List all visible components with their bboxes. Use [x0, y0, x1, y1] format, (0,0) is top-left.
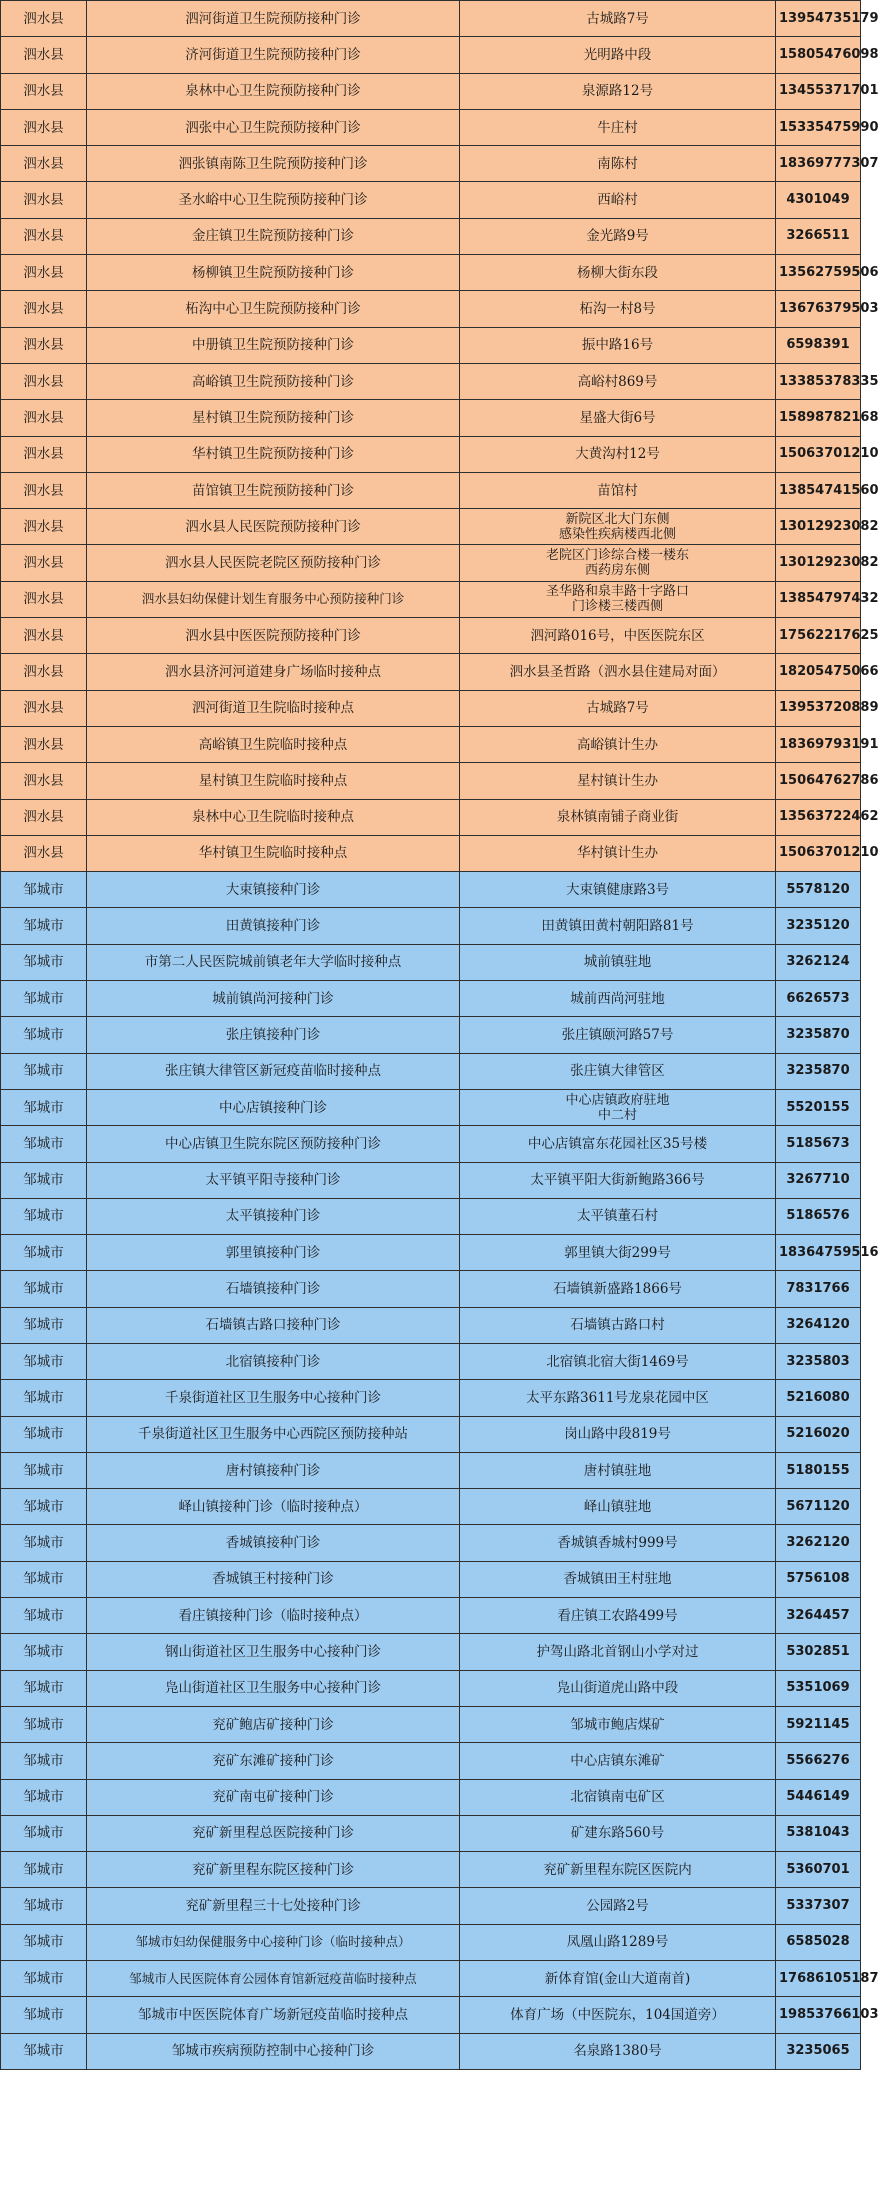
- address-cell: 泗河路016号，中医医院东区: [460, 618, 776, 654]
- address-cell: 唐村镇驻地: [460, 1452, 776, 1488]
- table-row: [1, 1489, 861, 1525]
- table-row: [1, 799, 861, 835]
- table-row: [1, 981, 861, 1017]
- site-name-cell: 泗水县人民医院预防接种门诊: [87, 509, 460, 545]
- table-row: [1, 2033, 861, 2069]
- phone-cell: 3235120: [776, 908, 861, 944]
- address-cell: 张庄镇颐河路57号: [460, 1017, 776, 1053]
- site-name-cell: 泉林中心卫生院预防接种门诊: [87, 73, 460, 109]
- table-row: [1, 1815, 861, 1851]
- phone-cell: 15805476098: [776, 37, 861, 73]
- table-row: [1, 1198, 861, 1234]
- table-row: [1, 944, 861, 980]
- site-name-cell: 兖矿南屯矿接种门诊: [87, 1779, 460, 1815]
- address-cell: 南陈村: [460, 146, 776, 182]
- site-name-cell: 中心店镇卫生院东院区预防接种门诊: [87, 1126, 460, 1162]
- county-cell: 邹城市: [1, 1271, 87, 1307]
- address-cell: 牛庄村: [460, 109, 776, 145]
- table-row: [1, 1924, 861, 1960]
- table-body: [1, 1, 879, 2070]
- address-cell: 光明路中段: [460, 37, 776, 73]
- phone-cell: 13012923082: [776, 509, 861, 545]
- address-cell: 太平镇平阳大街新鲍路366号: [460, 1162, 776, 1198]
- address-cell: 凫山街道虎山路中段: [460, 1670, 776, 1706]
- table-row: [1, 581, 861, 617]
- phone-cell: 18364759516: [776, 1235, 861, 1271]
- address-cell: 郭里镇大街299号: [460, 1235, 776, 1271]
- address-cell: 振中路16号: [460, 327, 776, 363]
- county-cell: 邹城市: [1, 1162, 87, 1198]
- table-row: [1, 1452, 861, 1488]
- county-cell: 泗水县: [1, 581, 87, 617]
- address-cell: 城前西尚河驻地: [460, 981, 776, 1017]
- county-cell: 泗水县: [1, 291, 87, 327]
- county-cell: 邹城市: [1, 1307, 87, 1343]
- phone-cell: 18369777307: [776, 146, 861, 182]
- site-name-cell: 田黄镇接种门诊: [87, 908, 460, 944]
- table-row: [1, 1852, 861, 1888]
- phone-cell: 5185673: [776, 1126, 861, 1162]
- phone-cell: 5180155: [776, 1452, 861, 1488]
- county-cell: 邹城市: [1, 1489, 87, 1525]
- address-cell: 苗馆村: [460, 472, 776, 508]
- address-cell: 名泉路1380号: [460, 2033, 776, 2069]
- site-name-cell: 邹城市中医医院体育广场新冠疫苗临时接种点: [87, 1997, 460, 2033]
- table-row: [1, 1343, 861, 1379]
- table-row: [1, 618, 861, 654]
- county-cell: 邹城市: [1, 1525, 87, 1561]
- site-name-cell: 凫山街道社区卫生服务中心接种门诊: [87, 1670, 460, 1706]
- phone-cell: 5186576: [776, 1198, 861, 1234]
- county-cell: 邹城市: [1, 1743, 87, 1779]
- site-name-cell: 济河街道卫生院预防接种门诊: [87, 37, 460, 73]
- site-name-cell: 邹城市人民医院体育公园体育馆新冠疫苗临时接种点: [87, 1961, 460, 1997]
- address-cell: 看庄镇工农路499号: [460, 1598, 776, 1634]
- site-name-cell: 邹城市疾病预防控制中心接种门诊: [87, 2033, 460, 2069]
- address-cell: 泗水县圣哲路（泗水县住建局对面）: [460, 654, 776, 690]
- phone-cell: 18369793191: [776, 726, 861, 762]
- table-row: [1, 872, 861, 908]
- county-cell: 泗水县: [1, 37, 87, 73]
- county-cell: 泗水县: [1, 726, 87, 762]
- address-cell: 岗山路中段819号: [460, 1416, 776, 1452]
- site-name-cell: 太平镇平阳寺接种门诊: [87, 1162, 460, 1198]
- address-cell: 新体育馆(金山大道南首): [460, 1961, 776, 1997]
- table-row: [1, 908, 861, 944]
- table-row: [1, 1307, 861, 1343]
- address-cell: 体育广场（中医院东，104国道旁）: [460, 1997, 776, 2033]
- phone-cell: 3235803: [776, 1343, 861, 1379]
- site-name-cell: 市第二人民医院城前镇老年大学临时接种点: [87, 944, 460, 980]
- site-name-cell: 唐村镇接种门诊: [87, 1452, 460, 1488]
- table-row: [1, 327, 861, 363]
- phone-cell: 7831766: [776, 1271, 861, 1307]
- phone-cell: 4301049: [776, 182, 861, 218]
- site-name-cell: 兖矿新里程总医院接种门诊: [87, 1815, 460, 1851]
- table-row: [1, 690, 861, 726]
- table-row: [1, 1561, 861, 1597]
- county-cell: 泗水县: [1, 109, 87, 145]
- county-cell: 泗水县: [1, 509, 87, 545]
- address-cell: 北宿镇南屯矿区: [460, 1779, 776, 1815]
- phone-cell: 6598391: [776, 327, 861, 363]
- phone-cell: 5302851: [776, 1634, 861, 1670]
- site-name-cell: 泗河街道卫生院临时接种点: [87, 690, 460, 726]
- table-row: [1, 1706, 861, 1742]
- phone-cell: 13563722462: [776, 799, 861, 835]
- phone-cell: 6626573: [776, 981, 861, 1017]
- table-row: [1, 1053, 861, 1089]
- table-row: [1, 1235, 861, 1271]
- table-row: [1, 835, 861, 871]
- site-name-cell: 兖矿新里程东院区接种门诊: [87, 1852, 460, 1888]
- county-cell: 邹城市: [1, 1561, 87, 1597]
- county-cell: 泗水县: [1, 799, 87, 835]
- address-cell: 峄山镇驻地: [460, 1489, 776, 1525]
- county-cell: 泗水县: [1, 654, 87, 690]
- address-cell: 太平镇董石村: [460, 1198, 776, 1234]
- phone-cell: 13385378335: [776, 363, 861, 399]
- phone-cell: 13954735179: [776, 1, 861, 37]
- phone-cell: 5671120: [776, 1489, 861, 1525]
- site-name-cell: 圣水峪中心卫生院预防接种门诊: [87, 182, 460, 218]
- county-cell: 泗水县: [1, 255, 87, 291]
- site-name-cell: 华村镇卫生院临时接种点: [87, 835, 460, 871]
- phone-cell: 5216080: [776, 1380, 861, 1416]
- county-cell: 泗水县: [1, 73, 87, 109]
- phone-cell: 3262124: [776, 944, 861, 980]
- address-cell: 邹城市鲍店煤矿: [460, 1706, 776, 1742]
- phone-cell: 15064762786: [776, 763, 861, 799]
- phone-cell: 3267710: [776, 1162, 861, 1198]
- address-cell: 北宿镇北宿大街1469号: [460, 1343, 776, 1379]
- site-name-cell: 城前镇尚河接种门诊: [87, 981, 460, 1017]
- county-cell: 邹城市: [1, 1198, 87, 1234]
- county-cell: 邹城市: [1, 1670, 87, 1706]
- site-name-cell: 看庄镇接种门诊（临时接种点）: [87, 1598, 460, 1634]
- address-cell: 柘沟一村8号: [460, 291, 776, 327]
- table-row: [1, 1089, 861, 1125]
- address-cell: 石墙镇古路口村: [460, 1307, 776, 1343]
- site-name-cell: 张庄镇接种门诊: [87, 1017, 460, 1053]
- phone-cell: 5520155: [776, 1089, 861, 1125]
- site-name-cell: 千泉街道社区卫生服务中心接种门诊: [87, 1380, 460, 1416]
- county-cell: 邹城市: [1, 1924, 87, 1960]
- county-cell: 泗水县: [1, 146, 87, 182]
- county-cell: 泗水县: [1, 472, 87, 508]
- address-cell: 公园路2号: [460, 1888, 776, 1924]
- address-cell: 老院区门诊综合楼一楼东 西药房东侧: [460, 545, 776, 581]
- address-cell: 大束镇健康路3号: [460, 872, 776, 908]
- table-row: [1, 109, 861, 145]
- county-cell: 邹城市: [1, 1888, 87, 1924]
- site-name-cell: 峄山镇接种门诊（临时接种点）: [87, 1489, 460, 1525]
- county-cell: 邹城市: [1, 1089, 87, 1125]
- phone-cell: 13012923082: [776, 545, 861, 581]
- address-cell: 中心店镇东滩矿: [460, 1743, 776, 1779]
- site-name-cell: 柘沟中心卫生院预防接种门诊: [87, 291, 460, 327]
- site-name-cell: 泉林中心卫生院临时接种点: [87, 799, 460, 835]
- table-row: [1, 1598, 861, 1634]
- table-row: [1, 436, 861, 472]
- county-cell: 邹城市: [1, 1235, 87, 1271]
- table-row: [1, 763, 861, 799]
- phone-cell: 19853766103: [776, 1997, 861, 2033]
- table-row: [1, 545, 861, 581]
- county-cell: 泗水县: [1, 1, 87, 37]
- phone-cell: 5921145: [776, 1706, 861, 1742]
- table-row: [1, 1888, 861, 1924]
- phone-cell: 3235870: [776, 1017, 861, 1053]
- site-name-cell: 千泉街道社区卫生服务中心西院区预防接种站: [87, 1416, 460, 1452]
- table-row: [1, 291, 861, 327]
- address-cell: 凤凰山路1289号: [460, 1924, 776, 1960]
- county-cell: 邹城市: [1, 1634, 87, 1670]
- county-cell: 邹城市: [1, 1452, 87, 1488]
- county-cell: 邹城市: [1, 1126, 87, 1162]
- table-row: [1, 1017, 861, 1053]
- address-cell: 古城路7号: [460, 690, 776, 726]
- phone-cell: 18205475066: [776, 654, 861, 690]
- address-cell: 大黄沟村12号: [460, 436, 776, 472]
- site-name-cell: 泗张镇南陈卫生院预防接种门诊: [87, 146, 460, 182]
- table-row: [1, 146, 861, 182]
- address-cell: 西峪村: [460, 182, 776, 218]
- county-cell: 泗水县: [1, 218, 87, 254]
- phone-cell: 5337307: [776, 1888, 861, 1924]
- phone-cell: 3264457: [776, 1598, 861, 1634]
- county-cell: 邹城市: [1, 1997, 87, 2033]
- table-row: [1, 726, 861, 762]
- table-row: [1, 1126, 861, 1162]
- phone-cell: 13455371701: [776, 73, 861, 109]
- table-row: [1, 472, 861, 508]
- site-name-cell: 泗水县中医医院预防接种门诊: [87, 618, 460, 654]
- address-cell: 矿建东路560号: [460, 1815, 776, 1851]
- site-name-cell: 北宿镇接种门诊: [87, 1343, 460, 1379]
- phone-cell: 5381043: [776, 1815, 861, 1851]
- site-name-cell: 星村镇卫生院预防接种门诊: [87, 400, 460, 436]
- table-row: [1, 1271, 861, 1307]
- table-row: [1, 182, 861, 218]
- phone-cell: 15335475990: [776, 109, 861, 145]
- phone-cell: 3262120: [776, 1525, 861, 1561]
- site-name-cell: 邹城市妇幼保健服务中心接种门诊（临时接种点）: [87, 1924, 460, 1960]
- site-name-cell: 泗水县人民医院老院区预防接种门诊: [87, 545, 460, 581]
- phone-cell: 5446149: [776, 1779, 861, 1815]
- county-cell: 泗水县: [1, 835, 87, 871]
- phone-cell: 5566276: [776, 1743, 861, 1779]
- table-row: [1, 654, 861, 690]
- table-row: [1, 255, 861, 291]
- address-cell: 香城镇香城村999号: [460, 1525, 776, 1561]
- phone-cell: 15898782168: [776, 400, 861, 436]
- site-name-cell: 中册镇卫生院预防接种门诊: [87, 327, 460, 363]
- phone-cell: 15063701210: [776, 436, 861, 472]
- table-row: [1, 1961, 861, 1997]
- county-cell: 邹城市: [1, 981, 87, 1017]
- phone-cell: 13854741560: [776, 472, 861, 508]
- phone-cell: 13854797432: [776, 581, 861, 617]
- site-name-cell: 泗水县妇幼保健计划生育服务中心预防接种门诊: [87, 581, 460, 617]
- table-row: [1, 1162, 861, 1198]
- phone-cell: 3266511: [776, 218, 861, 254]
- address-cell: 泉源路12号: [460, 73, 776, 109]
- table-row: [1, 1, 861, 37]
- county-cell: 邹城市: [1, 1779, 87, 1815]
- phone-cell: 13953720889: [776, 690, 861, 726]
- address-cell: 石墙镇新盛路1866号: [460, 1271, 776, 1307]
- address-cell: 古城路7号: [460, 1, 776, 37]
- site-name-cell: 兖矿新里程三十七处接种门诊: [87, 1888, 460, 1924]
- site-name-cell: 大束镇接种门诊: [87, 872, 460, 908]
- county-cell: 邹城市: [1, 872, 87, 908]
- county-cell: 邹城市: [1, 1852, 87, 1888]
- county-cell: 邹城市: [1, 1017, 87, 1053]
- county-cell: 邹城市: [1, 944, 87, 980]
- table-row: [1, 218, 861, 254]
- county-cell: 泗水县: [1, 763, 87, 799]
- site-name-cell: 高峪镇卫生院临时接种点: [87, 726, 460, 762]
- address-cell: 城前镇驻地: [460, 944, 776, 980]
- table-row: [1, 1743, 861, 1779]
- address-cell: 杨柳大街东段: [460, 255, 776, 291]
- table-row: [1, 1997, 861, 2033]
- county-cell: 邹城市: [1, 2033, 87, 2069]
- site-name-cell: 张庄镇大律管区新冠疫苗临时接种点: [87, 1053, 460, 1089]
- county-cell: 邹城市: [1, 1416, 87, 1452]
- phone-cell: 3235065: [776, 2033, 861, 2069]
- address-cell: 香城镇田王村驻地: [460, 1561, 776, 1597]
- county-cell: 邹城市: [1, 1053, 87, 1089]
- table-row: [1, 509, 861, 545]
- address-cell: 高峪镇计生办: [460, 726, 776, 762]
- address-cell: 护驾山路北首钢山小学对过: [460, 1634, 776, 1670]
- county-cell: 邹城市: [1, 908, 87, 944]
- phone-cell: 3264120: [776, 1307, 861, 1343]
- site-name-cell: 金庄镇卫生院预防接种门诊: [87, 218, 460, 254]
- address-cell: 星盛大街6号: [460, 400, 776, 436]
- site-name-cell: 星村镇卫生院临时接种点: [87, 763, 460, 799]
- table-row: [1, 1380, 861, 1416]
- county-cell: 泗水县: [1, 618, 87, 654]
- county-cell: 泗水县: [1, 182, 87, 218]
- address-cell: 新院区北大门东侧 感染性疾病楼西北侧: [460, 509, 776, 545]
- address-cell: 太平东路3611号龙泉花园中区: [460, 1380, 776, 1416]
- table-row: [1, 1670, 861, 1706]
- county-cell: 邹城市: [1, 1380, 87, 1416]
- phone-cell: 15063701210: [776, 835, 861, 871]
- county-cell: 邹城市: [1, 1598, 87, 1634]
- site-name-cell: 中心店镇接种门诊: [87, 1089, 460, 1125]
- phone-cell: 17562217625: [776, 618, 861, 654]
- site-name-cell: 华村镇卫生院预防接种门诊: [87, 436, 460, 472]
- phone-cell: 17686105187: [776, 1961, 861, 1997]
- address-cell: 田黄镇田黄村朝阳路81号: [460, 908, 776, 944]
- table-row: [1, 1779, 861, 1815]
- site-name-cell: 石墙镇接种门诊: [87, 1271, 460, 1307]
- site-name-cell: 钢山街道社区卫生服务中心接种门诊: [87, 1634, 460, 1670]
- site-name-cell: 泗水县济河河道建身广场临时接种点: [87, 654, 460, 690]
- phone-cell: 13562759506: [776, 255, 861, 291]
- phone-cell: 5360701: [776, 1852, 861, 1888]
- site-name-cell: 太平镇接种门诊: [87, 1198, 460, 1234]
- address-cell: 华村镇计生办: [460, 835, 776, 871]
- county-cell: 泗水县: [1, 363, 87, 399]
- site-name-cell: 苗馆镇卫生院预防接种门诊: [87, 472, 460, 508]
- phone-cell: 5216020: [776, 1416, 861, 1452]
- phone-cell: 5578120: [776, 872, 861, 908]
- site-name-cell: 杨柳镇卫生院预防接种门诊: [87, 255, 460, 291]
- phone-cell: 5756108: [776, 1561, 861, 1597]
- phone-cell: 6585028: [776, 1924, 861, 1960]
- address-cell: 张庄镇大律管区: [460, 1053, 776, 1089]
- site-name-cell: 香城镇王村接种门诊: [87, 1561, 460, 1597]
- county-cell: 泗水县: [1, 436, 87, 472]
- address-cell: 中心店镇富东花园社区35号楼: [460, 1126, 776, 1162]
- county-cell: 邹城市: [1, 1961, 87, 1997]
- table-row: [1, 1634, 861, 1670]
- county-cell: 邹城市: [1, 1815, 87, 1851]
- site-name-cell: 泗张中心卫生院预防接种门诊: [87, 109, 460, 145]
- address-cell: 圣华路和泉丰路十字路口 门诊楼三楼西侧: [460, 581, 776, 617]
- table-row: [1, 37, 861, 73]
- site-name-cell: 泗河街道卫生院预防接种门诊: [87, 1, 460, 37]
- phone-cell: 13676379503: [776, 291, 861, 327]
- site-name-cell: 兖矿东滩矿接种门诊: [87, 1743, 460, 1779]
- phone-cell: 3235870: [776, 1053, 861, 1089]
- table-row: [1, 363, 861, 399]
- table-row: [1, 1525, 861, 1561]
- site-name-cell: 郭里镇接种门诊: [87, 1235, 460, 1271]
- address-cell: 高峪村869号: [460, 363, 776, 399]
- county-cell: 邹城市: [1, 1343, 87, 1379]
- address-cell: 星村镇计生办: [460, 763, 776, 799]
- site-name-cell: 香城镇接种门诊: [87, 1525, 460, 1561]
- table-row: [1, 73, 861, 109]
- county-cell: 泗水县: [1, 690, 87, 726]
- site-name-cell: 高峪镇卫生院预防接种门诊: [87, 363, 460, 399]
- county-cell: 泗水县: [1, 327, 87, 363]
- county-cell: 邹城市: [1, 1706, 87, 1742]
- phone-cell: 5351069: [776, 1670, 861, 1706]
- table-row: [1, 1416, 861, 1452]
- county-cell: 泗水县: [1, 545, 87, 581]
- address-cell: 兖矿新里程东院区医院内: [460, 1852, 776, 1888]
- county-cell: 泗水县: [1, 400, 87, 436]
- address-cell: 金光路9号: [460, 218, 776, 254]
- site-name-cell: 石墙镇古路口接种门诊: [87, 1307, 460, 1343]
- site-name-cell: 兖矿鲍店矿接种门诊: [87, 1706, 460, 1742]
- address-cell: 泉林镇南铺子商业街: [460, 799, 776, 835]
- table-row: [1, 400, 861, 436]
- address-cell: 中心店镇政府驻地 中二村: [460, 1089, 776, 1125]
